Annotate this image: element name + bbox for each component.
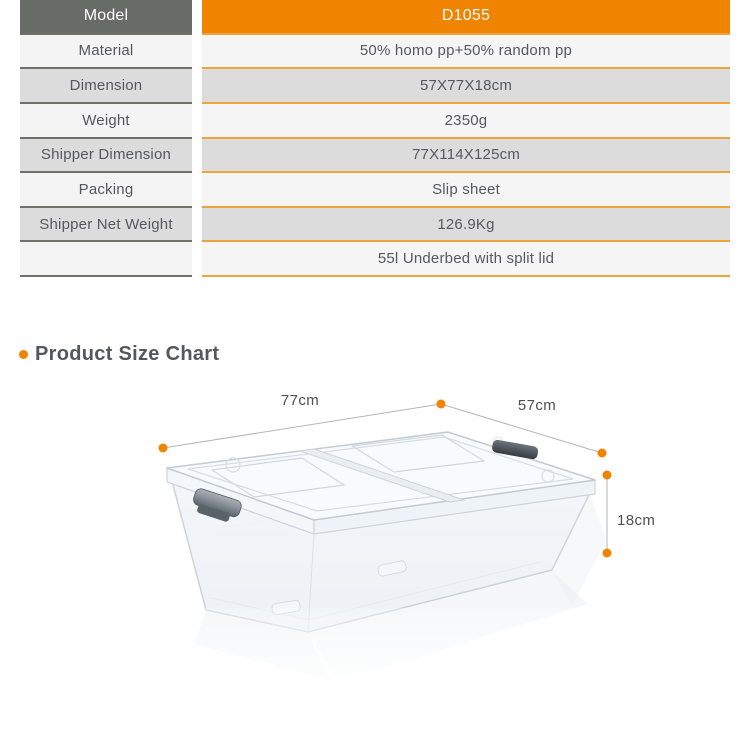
spec-label (20, 242, 192, 277)
spec-label: Model (20, 0, 192, 35)
product-size-figure (0, 380, 750, 720)
table-row (0, 173, 750, 208)
spec-value: 57X77X18cm (202, 69, 730, 104)
spec-label: Weight (20, 104, 192, 139)
spec-label: Dimension (20, 69, 192, 104)
bullet-icon (19, 350, 28, 359)
spec-table (0, 0, 750, 277)
depth-dimension-label: 57cm (517, 397, 557, 414)
spec-value: 55l Underbed with split lid (202, 242, 730, 277)
height-dimension-label: 18cm (617, 512, 656, 529)
spec-value: 77X114X125cm (202, 139, 730, 174)
table-row (0, 208, 750, 243)
spec-label: Material (20, 35, 192, 70)
storage-box-graphic (110, 432, 670, 720)
spec-value: Slip sheet (202, 173, 730, 208)
spec-value: 50% homo pp+50% random pp (202, 35, 730, 70)
spec-label: Shipper Dimension (20, 139, 192, 174)
spec-value: 126.9Kg (202, 208, 730, 243)
table-row (0, 139, 750, 174)
storage-box-illustration (0, 380, 750, 720)
spec-label: Shipper Net Weight (20, 208, 192, 243)
table-row (0, 242, 750, 277)
table-row (0, 35, 750, 70)
section-title: Product Size Chart (35, 343, 220, 365)
spec-value: 2350g (202, 104, 730, 139)
table-row (0, 69, 750, 104)
table-row (0, 0, 750, 35)
table-row (0, 104, 750, 139)
section-heading (19, 343, 219, 366)
spec-label: Packing (20, 173, 192, 208)
width-dimension-label: 77cm (280, 392, 320, 409)
spec-value: D1055 (202, 0, 730, 35)
